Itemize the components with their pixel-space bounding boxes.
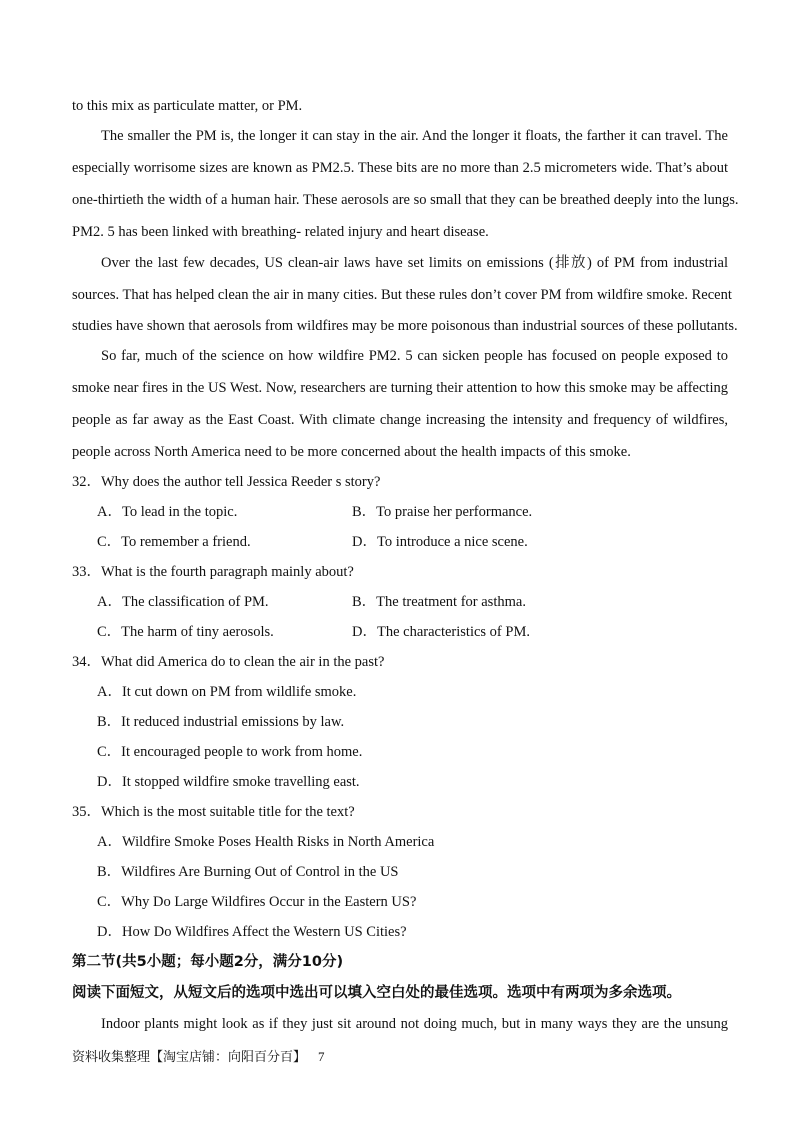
passage-line: Indoor plants might look as if they just sit around not doing much, but in many ways they are the unsung [101, 1016, 728, 1032]
option-a: A．To lead in the topic. [97, 504, 238, 520]
option-b: B．It reduced industrial emissions by law. [97, 714, 345, 730]
option-d: D．The characteristics of PM. [352, 624, 530, 640]
passage-line: The smaller the PM is, the longer it can stay in the air. And the longer it floats, the farther it can travel. The [101, 128, 728, 144]
option-c: C．To remember a friend. [97, 534, 251, 550]
section-instruction: 阅读下面短文，从短文后的选项中选出可以填入空白处的最佳选项。选项中有两项为多余选项。 [72, 985, 681, 1001]
option-c: C．Why Do Large Wildfires Occur in the Eastern US? [97, 894, 417, 910]
question-stem: 34．What did America do to clean the air in the past? [72, 654, 385, 670]
passage-line: to this mix as particulate matter, or PM. [72, 98, 303, 114]
passage-line: smoke near fires in the US West. Now, researchers are turning their attention to how this smoke may be affecting [72, 380, 728, 396]
option-b: B．To praise her performance. [352, 504, 533, 520]
passage-line: studies have shown that aerosols from wildfires may be more poisonous than industrial sources of these pollutants. [72, 318, 738, 334]
question-stem: 33．What is the fourth paragraph mainly about? [72, 564, 354, 580]
option-c: C．The harm of tiny aerosols. [97, 624, 274, 640]
option-b: B．Wildfires Are Burning Out of Control in the US [97, 864, 399, 880]
page-footer [72, 1048, 325, 1067]
option-a: A．Wildfire Smoke Poses Health Risks in North America [97, 834, 435, 850]
question-stem: 35．Which is the most suitable title for the text? [72, 804, 355, 820]
passage-line: one-thirtieth the width of a human hair. These aerosols are so small that they can be breathed deeply into the lungs. [72, 192, 739, 208]
passage-line: Over the last few decades, US clean-air laws have set limits on emissions (排放) of PM from industrial [101, 255, 728, 271]
passage-line: PM2. 5 has been linked with breathing- related injury and heart disease. [72, 224, 489, 240]
page-number: 7 [318, 1049, 325, 1064]
option-d: D．To introduce a nice scene. [352, 534, 528, 550]
option-a: A．The classification of PM. [97, 594, 269, 610]
option-b: B．The treatment for asthma. [352, 594, 526, 610]
option-c: C．It encouraged people to work from home. [97, 744, 363, 760]
question-stem: 32．Why does the author tell Jessica Reeder s story? [72, 474, 381, 490]
passage-line: people across North America need to be more concerned about the health impacts of this smoke. [72, 444, 631, 460]
option-d: D．It stopped wildfire smoke travelling east. [97, 774, 360, 790]
option-d: D．How Do Wildfires Affect the Western US Cities? [97, 924, 407, 940]
passage-line: people as far away as the East Coast. With climate change increasing the intensity and frequency of wildfires, [72, 412, 728, 428]
passage-line: especially worrisome sizes are known as PM2.5. These bits are no more than 2.5 micrometers wide. That’s about [72, 160, 728, 176]
footer-source: 资料收集整理【淘宝店铺：向阳百分百】 [72, 1050, 307, 1065]
passage-line: So far, much of the science on how wildfire PM2. 5 can sicken people has focused on people exposed to [101, 348, 728, 364]
passage-line: sources. That has helped clean the air in many cities. But these rules don’t cover PM from wildfire smoke. Recent [72, 287, 732, 303]
section-heading: 第二节(共5小题；每小题2分，满分10分) [72, 954, 344, 970]
option-a: A．It cut down on PM from wildlife smoke. [97, 684, 357, 700]
